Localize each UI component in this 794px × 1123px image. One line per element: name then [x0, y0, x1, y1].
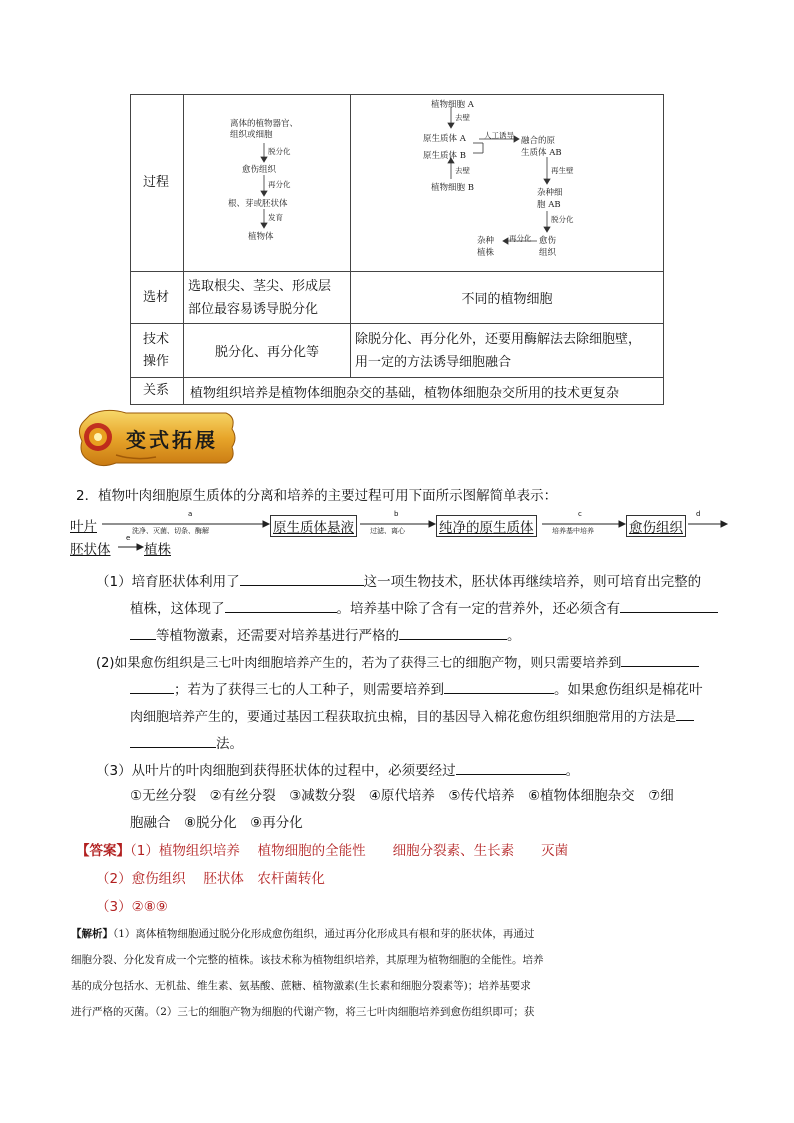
- table-row-relation: [131, 378, 664, 405]
- row-head-process: 过程: [131, 95, 184, 272]
- q3-blank-1[interactable]: [456, 759, 566, 775]
- flow-sub-b: 过滤、离心: [370, 527, 405, 535]
- arrow-label-develop: 发育: [268, 213, 283, 222]
- flow-label-c: c: [578, 510, 582, 518]
- q1-line3: 等植物激素，还需要对培养基进行严格的 。: [130, 624, 521, 646]
- explanation-line2: 细胞分裂、分化发育成一个完整的植株。该技术称为植物组织培养，其原理为植物细胞的全能性。培养: [71, 954, 544, 966]
- answer-line3: （3）②⑧⑨: [96, 899, 168, 915]
- comparison-table: [130, 94, 664, 405]
- tissue-culture-diagram-cell: [184, 95, 351, 272]
- explanation-label: 【解析】: [71, 928, 113, 940]
- diagram-callus: 愈伤组织: [242, 165, 277, 175]
- hybrid-callus: 愈伤 组织: [539, 236, 557, 258]
- q2-blank-3-cont[interactable]: [130, 732, 216, 748]
- flow-node-leaf: 叶片: [70, 519, 97, 535]
- diagram-arrows: [184, 95, 350, 271]
- material-right: 不同的植物细胞: [351, 272, 664, 324]
- somatic-hybrid-diagram-cell: [351, 95, 664, 272]
- flow-sub-c: 培养基中培养: [552, 527, 594, 535]
- hybrid-cell: 杂种细 胞 AB: [537, 188, 563, 210]
- answer-label: 【答案】: [76, 843, 130, 859]
- arrow-label-redifferentiation: 再分化: [268, 180, 291, 189]
- arrow-label-regenerate-wall: 再生壁: [551, 166, 574, 175]
- material-left: 选取根尖、茎尖、形成层 部位最容易诱导脱分化: [184, 272, 351, 324]
- diagram-plant: 植物体: [248, 232, 274, 242]
- hybrid-diagram-arrows: [351, 95, 663, 271]
- row-head-technique: 技术 操作: [131, 324, 184, 378]
- q1-line1: （1）培育胚状体利用了 这一项生物技术，胚状体再继续培养，则可培育出完整的: [96, 570, 701, 592]
- table-row-process: [131, 95, 664, 272]
- answer-line2: （2）愈伤组织 胚状体 农杆菌转化: [96, 871, 325, 887]
- diagram-start: 离体的植物器官、 组织或细胞: [230, 119, 299, 140]
- arrow-label-dedifferentiation: 脱分化: [268, 147, 291, 156]
- q2-line1: (2)如果愈伤组织是三七叶肉细胞培养产生的，若为了获得三七的细胞产物，则只需要培养到: [96, 651, 699, 674]
- section-banner: [76, 407, 238, 469]
- row-head-material: 选材: [131, 272, 184, 324]
- q1-blank-2[interactable]: [225, 597, 337, 613]
- technique-right: 除脱分化、再分化外，还要用酶解法去除细胞壁， 用一定的方法诱导细胞融合: [351, 324, 664, 378]
- banner-title: 变式拓展: [126, 428, 218, 452]
- table-row-technique: [131, 324, 664, 378]
- explanation-line3: 基的成分包括水、无机盐、维生素、氨基酸、蔗糖、植物激素(生长素和细胞分裂素等)；培养基要求: [71, 980, 531, 992]
- protoplast-a: 原生质体 A: [423, 134, 466, 144]
- q3-options-line1: ①无丝分裂 ②有丝分裂 ③减数分裂 ④原代培养 ⑤传代培养 ⑥植物体细胞杂交 ⑦细: [130, 788, 674, 804]
- q1-blank-4[interactable]: [399, 624, 507, 640]
- explanation-line4: 进行严格的灭菌。（2）三七的细胞产物为细胞的代谢产物，将三七叶肉细胞培养到愈伤组织即可；获: [71, 1006, 535, 1018]
- arrow-label-dedifferentiation-2: 脱分化: [551, 215, 574, 224]
- question-stem: 2．植物叶肉细胞原生质体的分离和培养的主要过程可用下面所示图解简单表示：: [76, 488, 558, 504]
- plant-cell-b: 植物细胞 B: [431, 183, 474, 193]
- plant-cell-a: 植物细胞 A: [431, 100, 474, 110]
- table-row-material: [131, 272, 664, 324]
- protoplast-b: 原生质体 B: [423, 151, 466, 161]
- flow-node-suspension: 原生质体悬液: [270, 515, 357, 537]
- answer-line1: 【答案】（1）植物组织培养 植物细胞的全能性 细胞分裂素、生长素 灭菌: [76, 843, 569, 859]
- q2-line2: ；若为了获得三七的人工种子，则需要培养到 。如果愈伤组织是棉花叶: [130, 678, 703, 700]
- flow-label-b: b: [394, 510, 399, 518]
- q1-blank-1[interactable]: [240, 570, 364, 586]
- q3-options-line2: 胞融合 ⑧脱分化 ⑨再分化: [130, 815, 303, 831]
- somatic-hybrid-diagram: [351, 95, 663, 271]
- row-head-relation: 关系: [131, 378, 184, 405]
- arrow-label-remove-wall-b: 去壁: [455, 166, 470, 175]
- flow-sub-a: 洗净、灭菌、切条、酶解: [132, 527, 209, 535]
- explanation-line1: 【解析】（1）离体植物细胞通过脱分化形成愈伤组织，通过再分化形成具有根和芽的胚状体，再通过: [71, 928, 535, 940]
- relation-text: 植物组织培养是植物体细胞杂交的基础，植物体细胞杂交所用的技术更复杂: [184, 378, 664, 405]
- fused-protoplast: 融合的原 生质体 AB: [521, 136, 562, 158]
- q2-blank-3[interactable]: [676, 705, 694, 721]
- q1-blank-3[interactable]: [620, 597, 718, 613]
- arrow-label-redifferentiation-2: 再分化: [509, 234, 532, 243]
- q1-blank-3-cont[interactable]: [130, 624, 156, 640]
- protoplast-flow: [70, 510, 730, 562]
- flow-label-a: a: [188, 510, 193, 518]
- q3-line1: （3）从叶片的叶肉细胞到获得胚状体的过程中，必须要经过 。: [96, 759, 579, 781]
- q2-line3: 肉细胞培养产生的，要通过基因工程获取抗虫棉，目的基因导入棉花愈伤组织细胞常用的方法是: [130, 705, 694, 728]
- arrow-label-induce: 人工诱导: [484, 131, 514, 140]
- diagram-embryoid: 根、芽或胚状体: [228, 199, 288, 209]
- flow-node-pure-protoplast: 纯净的原生质体: [436, 515, 537, 537]
- flow-node-plant: 植株: [144, 542, 171, 558]
- flow-label-d: d: [696, 510, 701, 518]
- arrow-label-remove-wall-a: 去壁: [455, 113, 470, 122]
- q2-line4: 法。: [130, 732, 243, 754]
- q1-line2: 植株，这体现了 。培养基中除了含有一定的营养外，还必须含有: [130, 597, 718, 619]
- flow-label-e: e: [126, 534, 131, 542]
- technique-left: 脱分化、再分化等: [184, 324, 351, 378]
- q2-blank-1[interactable]: [621, 651, 699, 667]
- hybrid-plant: 杂种 植株: [477, 236, 495, 258]
- flow-node-embryoid: 胚状体: [70, 542, 111, 558]
- q2-blank-2[interactable]: [444, 678, 554, 694]
- q2-blank-1-cont[interactable]: [130, 678, 174, 694]
- flow-node-callus: 愈伤组织: [626, 515, 686, 537]
- tissue-culture-diagram: [184, 95, 350, 271]
